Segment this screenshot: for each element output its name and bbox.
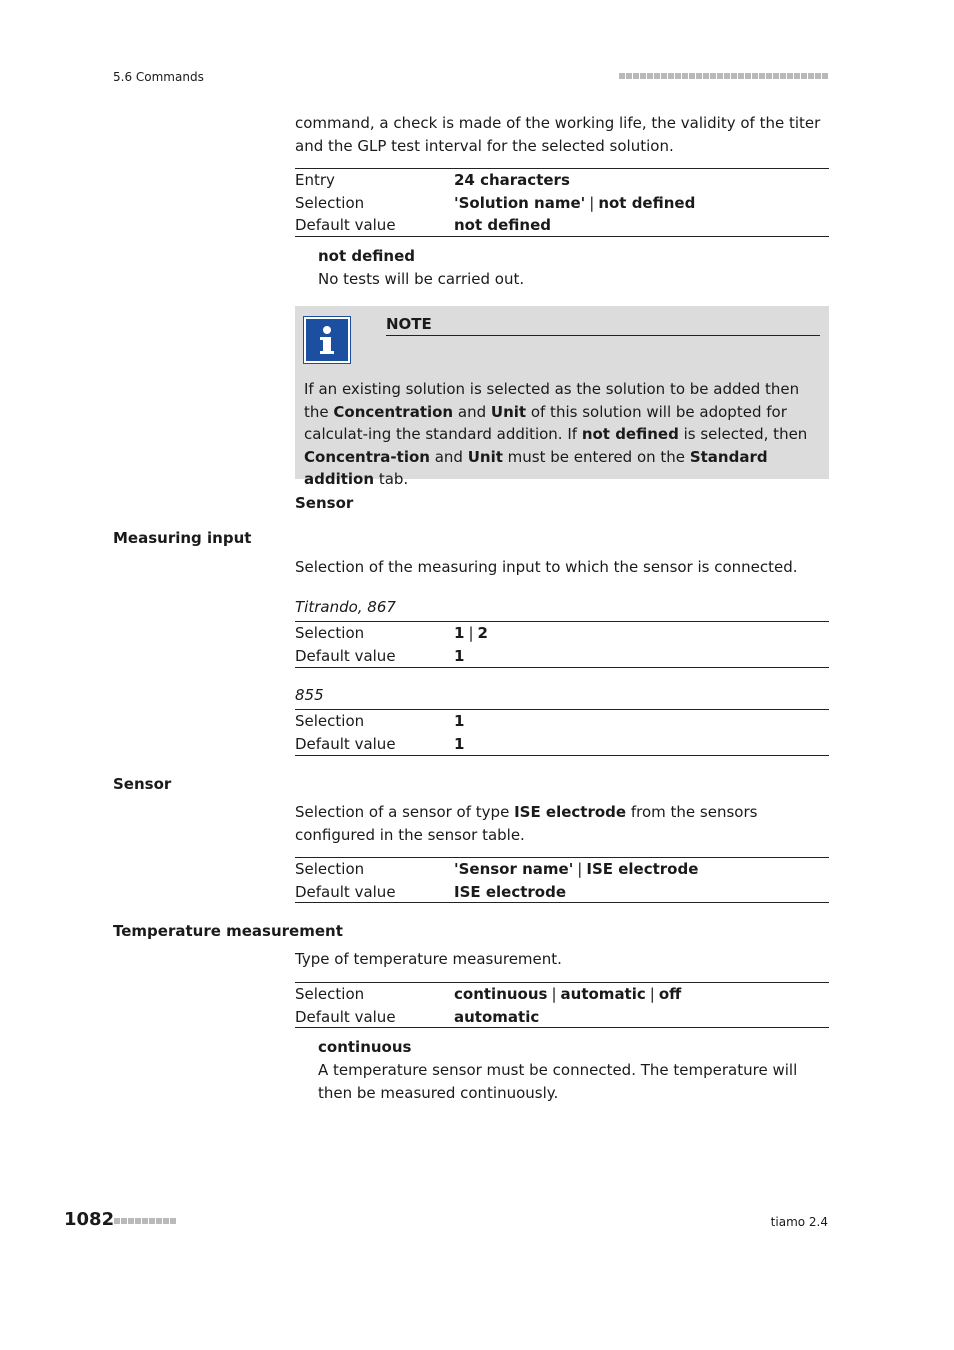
label-measuring-input: Measuring input [113,529,252,547]
section-heading-sensor: Sensor [295,494,354,512]
temperature-table [295,982,829,1028]
measuring-input-table-1 [295,621,829,668]
table-row: Selection 'Solution name' | not defined [295,193,696,212]
sensor-desc: Selection of a sensor of type ISE electrode from the sensors configured in the sensor table. [295,803,758,844]
table-row: Default value 1 [295,646,465,665]
table-row: Selection 'Sensor name' | ISE electrode [295,860,699,878]
measuring-input-desc: Selection of the measuring input to which the sensor is connected. [295,558,798,576]
note-body: If an existing solution is selected as the solution to be added then the Concentration and Unit of this solution will be adopted for calculat-ing the standard addition. If not defined is selected, then Concentra-tion and Unit must be entered on the Standard addition tab. [304,380,808,488]
sensor-table [295,857,829,903]
table-row: Default value ISE electrode [295,882,567,901]
label-sensor: Sensor [113,775,172,793]
table-row: Entry 24 characters [295,171,570,189]
group-title-855: 855 [295,686,324,704]
table-row: Selection 1 | 2 [295,624,488,642]
intro-paragraph: command, a check is made of the working life, the validity of the titer and the GLP test interval for the selected solution. [295,114,821,155]
continuous-desc: A temperature sensor must be connected. The temperature will then be measured continuously. [318,1061,798,1102]
not-defined-desc: No tests will be carried out. [318,270,525,288]
product-name: tiamo 2.4 [770,1215,828,1229]
table-row: Selection continuous | automatic | off [295,985,682,1003]
temperature-desc: Type of temperature measurement. [295,950,562,968]
info-icon [304,317,350,363]
header-decoration [619,73,828,79]
solution-table [295,168,829,237]
running-header: 5.6 Commands [113,70,204,84]
measuring-input-table-2 [295,709,829,756]
label-temperature-measurement: Temperature measurement [113,922,343,940]
note-title: NOTE [386,315,820,336]
not-defined-title: not defined [318,247,415,265]
footer-decoration [114,1218,176,1224]
page-number: 1082 [64,1209,115,1230]
table-row: Default value 1 [295,734,465,753]
table-row: Default value not defined [295,216,551,234]
group-title-titrando: Titrando, 867 [295,598,396,616]
table-row: Default value automatic [295,1007,540,1026]
continuous-title: continuous [318,1038,412,1056]
table-row: Selection 1 [295,712,465,730]
